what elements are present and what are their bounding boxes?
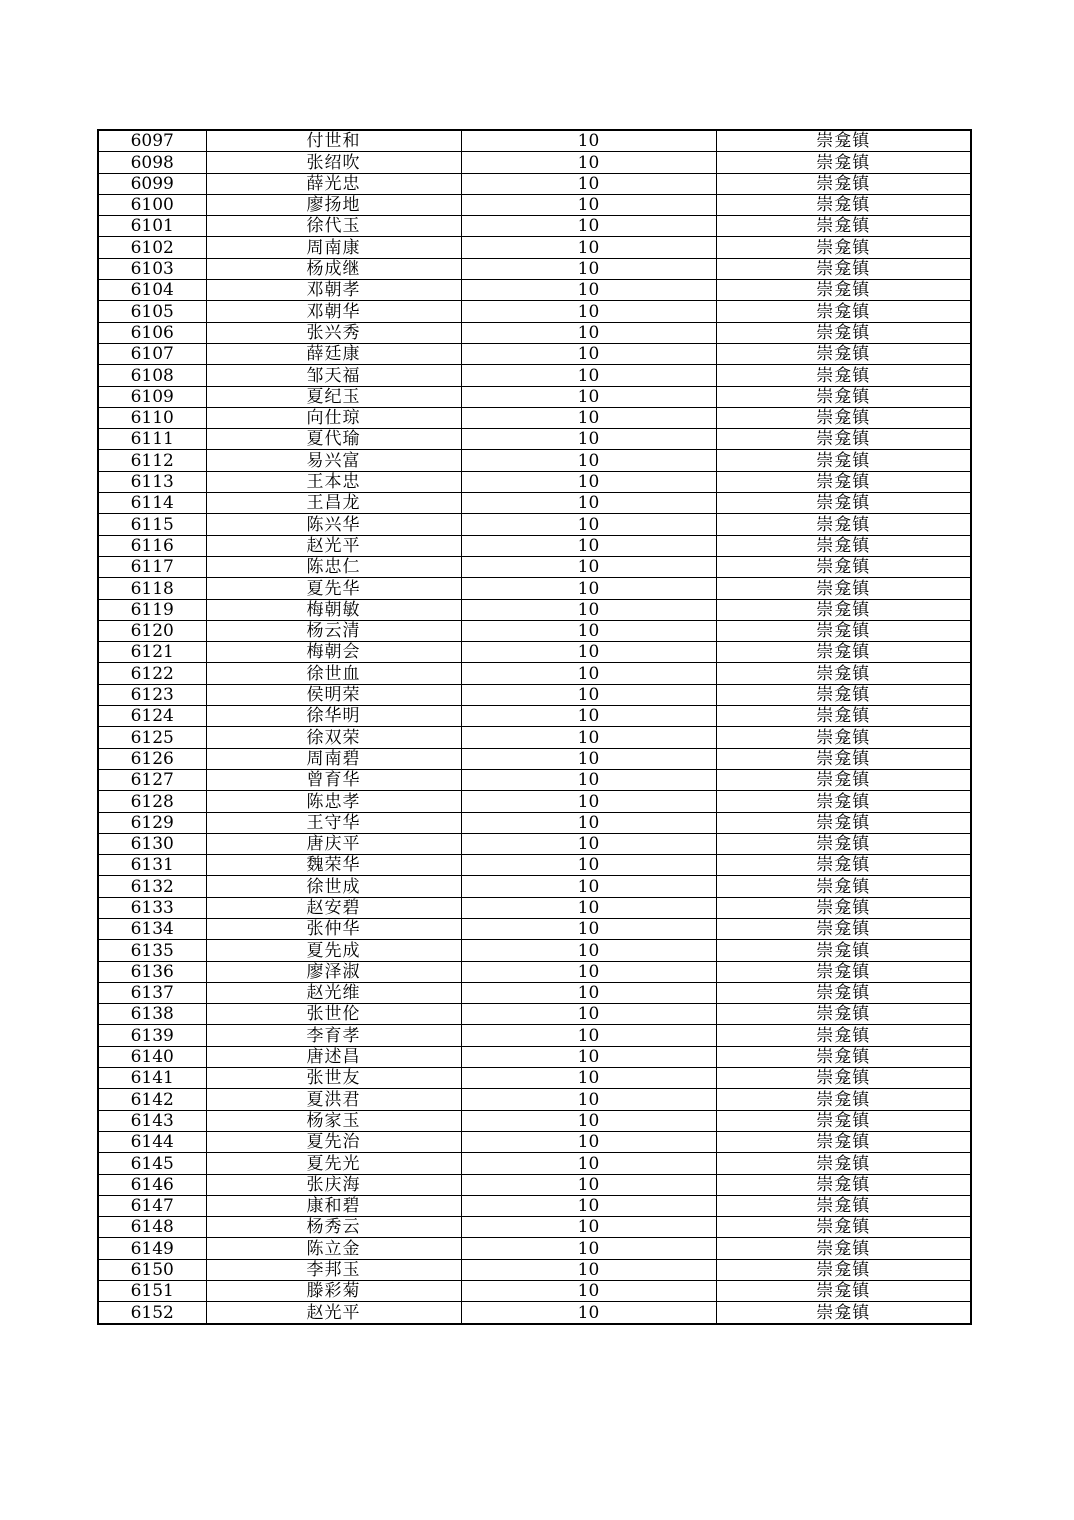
name-cell: 赵安碧: [206, 897, 461, 918]
amount-cell: 10: [461, 258, 716, 279]
name-cell: 陈忠孝: [206, 791, 461, 812]
name-cell: 邹天福: [206, 365, 461, 386]
amount-cell: 10: [461, 642, 716, 663]
row-number-cell: 6125: [98, 727, 206, 748]
town-cell: 崇龛镇: [716, 322, 971, 343]
row-number-cell: 6117: [98, 556, 206, 577]
table-row: [98, 556, 971, 577]
town-cell: 崇龛镇: [716, 812, 971, 833]
name-cell: 周南康: [206, 237, 461, 258]
town-cell: 崇龛镇: [716, 237, 971, 258]
row-number-cell: 6132: [98, 876, 206, 897]
town-cell: 崇龛镇: [716, 1068, 971, 1089]
name-cell: 易兴富: [206, 450, 461, 471]
table-row: [98, 258, 971, 279]
row-number-cell: 6101: [98, 216, 206, 237]
table-row: [98, 1259, 971, 1280]
amount-cell: 10: [461, 450, 716, 471]
table-row: [98, 493, 971, 514]
amount-cell: 10: [461, 961, 716, 982]
table-row: [98, 130, 971, 152]
town-cell: 崇龛镇: [716, 663, 971, 684]
amount-cell: 10: [461, 769, 716, 790]
row-number-cell: 6098: [98, 152, 206, 173]
amount-cell: 10: [461, 556, 716, 577]
row-number-cell: 6134: [98, 918, 206, 939]
table-row: [98, 620, 971, 641]
town-cell: 崇龛镇: [716, 1281, 971, 1302]
row-number-cell: 6145: [98, 1153, 206, 1174]
table-row: [98, 1281, 971, 1302]
row-number-cell: 6105: [98, 301, 206, 322]
table-row: [98, 365, 971, 386]
name-cell: 杨成继: [206, 258, 461, 279]
table-row: [98, 1089, 971, 1110]
town-cell: 崇龛镇: [716, 407, 971, 428]
amount-cell: 10: [461, 386, 716, 407]
town-cell: 崇龛镇: [716, 642, 971, 663]
town-cell: 崇龛镇: [716, 769, 971, 790]
name-cell: 李邦玉: [206, 1259, 461, 1280]
amount-cell: 10: [461, 407, 716, 428]
town-cell: 崇龛镇: [716, 876, 971, 897]
town-cell: 崇龛镇: [716, 1110, 971, 1131]
row-number-cell: 6124: [98, 706, 206, 727]
row-number-cell: 6122: [98, 663, 206, 684]
amount-cell: 10: [461, 173, 716, 194]
row-number-cell: 6152: [98, 1302, 206, 1324]
town-cell: 崇龛镇: [716, 1238, 971, 1259]
row-number-cell: 6133: [98, 897, 206, 918]
row-number-cell: 6142: [98, 1089, 206, 1110]
town-cell: 崇龛镇: [716, 855, 971, 876]
name-cell: 梅朝会: [206, 642, 461, 663]
row-number-cell: 6151: [98, 1281, 206, 1302]
name-cell: 徐华明: [206, 706, 461, 727]
table-row: [98, 1195, 971, 1216]
amount-cell: 10: [461, 791, 716, 812]
name-cell: 徐世血: [206, 663, 461, 684]
table-row: [98, 429, 971, 450]
table-row: [98, 1025, 971, 1046]
amount-cell: 10: [461, 429, 716, 450]
name-cell: 张世伦: [206, 1004, 461, 1025]
name-cell: 廖泽淑: [206, 961, 461, 982]
table-row: [98, 280, 971, 301]
table-row: [98, 599, 971, 620]
name-cell: 杨云清: [206, 620, 461, 641]
amount-cell: 10: [461, 897, 716, 918]
name-cell: 夏先光: [206, 1153, 461, 1174]
name-cell: 王本忠: [206, 471, 461, 492]
town-cell: 崇龛镇: [716, 706, 971, 727]
table-row: [98, 471, 971, 492]
name-cell: 周南碧: [206, 748, 461, 769]
amount-cell: 10: [461, 1174, 716, 1195]
town-cell: 崇龛镇: [716, 130, 971, 152]
row-number-cell: 6150: [98, 1259, 206, 1280]
table-row: [98, 450, 971, 471]
row-number-cell: 6110: [98, 407, 206, 428]
town-cell: 崇龛镇: [716, 1046, 971, 1067]
amount-cell: 10: [461, 684, 716, 705]
table-row: [98, 514, 971, 535]
amount-cell: 10: [461, 940, 716, 961]
town-cell: 崇龛镇: [716, 216, 971, 237]
table-row: [98, 237, 971, 258]
table-row: [98, 961, 971, 982]
name-cell: 张兴秀: [206, 322, 461, 343]
town-cell: 崇龛镇: [716, 194, 971, 215]
name-cell: 张仲华: [206, 918, 461, 939]
data-table: [97, 129, 972, 1325]
amount-cell: 10: [461, 130, 716, 152]
name-cell: 张庆海: [206, 1174, 461, 1195]
name-cell: 徐双荣: [206, 727, 461, 748]
table-row: [98, 684, 971, 705]
name-cell: 夏先成: [206, 940, 461, 961]
town-cell: 崇龛镇: [716, 833, 971, 854]
town-cell: 崇龛镇: [716, 1153, 971, 1174]
row-number-cell: 6111: [98, 429, 206, 450]
town-cell: 崇龛镇: [716, 471, 971, 492]
name-cell: 夏纪玉: [206, 386, 461, 407]
table-body: [98, 130, 971, 1324]
town-cell: 崇龛镇: [716, 1089, 971, 1110]
town-cell: 崇龛镇: [716, 684, 971, 705]
amount-cell: 10: [461, 1281, 716, 1302]
table-row: [98, 216, 971, 237]
amount-cell: 10: [461, 1110, 716, 1131]
table-row: [98, 812, 971, 833]
row-number-cell: 6131: [98, 855, 206, 876]
name-cell: 廖扬地: [206, 194, 461, 215]
town-cell: 崇龛镇: [716, 493, 971, 514]
table-row: [98, 194, 971, 215]
name-cell: 陈立金: [206, 1238, 461, 1259]
table-row: [98, 535, 971, 556]
town-cell: 崇龛镇: [716, 450, 971, 471]
amount-cell: 10: [461, 663, 716, 684]
row-number-cell: 6114: [98, 493, 206, 514]
table-row: [98, 748, 971, 769]
town-cell: 崇龛镇: [716, 386, 971, 407]
row-number-cell: 6130: [98, 833, 206, 854]
row-number-cell: 6107: [98, 343, 206, 364]
amount-cell: 10: [461, 471, 716, 492]
row-number-cell: 6138: [98, 1004, 206, 1025]
name-cell: 夏先华: [206, 578, 461, 599]
town-cell: 崇龛镇: [716, 1131, 971, 1152]
town-cell: 崇龛镇: [716, 556, 971, 577]
table-row: [98, 1217, 971, 1238]
name-cell: 夏代瑜: [206, 429, 461, 450]
table-row: [98, 1131, 971, 1152]
name-cell: 杨家玉: [206, 1110, 461, 1131]
name-cell: 夏洪君: [206, 1089, 461, 1110]
table-row: [98, 343, 971, 364]
town-cell: 崇龛镇: [716, 620, 971, 641]
row-number-cell: 6100: [98, 194, 206, 215]
table-row: [98, 1302, 971, 1324]
amount-cell: 10: [461, 1217, 716, 1238]
amount-cell: 10: [461, 535, 716, 556]
row-number-cell: 6139: [98, 1025, 206, 1046]
row-number-cell: 6144: [98, 1131, 206, 1152]
row-number-cell: 6143: [98, 1110, 206, 1131]
row-number-cell: 6099: [98, 173, 206, 194]
amount-cell: 10: [461, 833, 716, 854]
name-cell: 李育孝: [206, 1025, 461, 1046]
name-cell: 邓朝华: [206, 301, 461, 322]
name-cell: 王昌龙: [206, 493, 461, 514]
table-row: [98, 1004, 971, 1025]
table-row: [98, 578, 971, 599]
town-cell: 崇龛镇: [716, 1259, 971, 1280]
amount-cell: 10: [461, 1046, 716, 1067]
table-row: [98, 1153, 971, 1174]
amount-cell: 10: [461, 301, 716, 322]
table-row: [98, 706, 971, 727]
row-number-cell: 6108: [98, 365, 206, 386]
row-number-cell: 6102: [98, 237, 206, 258]
town-cell: 崇龛镇: [716, 1302, 971, 1324]
amount-cell: 10: [461, 1068, 716, 1089]
name-cell: 赵光维: [206, 982, 461, 1003]
table-row: [98, 982, 971, 1003]
town-cell: 崇龛镇: [716, 1025, 971, 1046]
table-row: [98, 918, 971, 939]
row-number-cell: 6136: [98, 961, 206, 982]
town-cell: 崇龛镇: [716, 429, 971, 450]
row-number-cell: 6137: [98, 982, 206, 1003]
town-cell: 崇龛镇: [716, 982, 971, 1003]
name-cell: 梅朝敏: [206, 599, 461, 620]
town-cell: 崇龛镇: [716, 535, 971, 556]
row-number-cell: 6128: [98, 791, 206, 812]
amount-cell: 10: [461, 1004, 716, 1025]
row-number-cell: 6127: [98, 769, 206, 790]
table-row: [98, 173, 971, 194]
table-row: [98, 769, 971, 790]
row-number-cell: 6135: [98, 940, 206, 961]
amount-cell: 10: [461, 855, 716, 876]
name-cell: 徐世成: [206, 876, 461, 897]
town-cell: 崇龛镇: [716, 1174, 971, 1195]
name-cell: 唐庆平: [206, 833, 461, 854]
town-cell: 崇龛镇: [716, 599, 971, 620]
amount-cell: 10: [461, 1025, 716, 1046]
row-number-cell: 6104: [98, 280, 206, 301]
amount-cell: 10: [461, 1238, 716, 1259]
row-number-cell: 6120: [98, 620, 206, 641]
amount-cell: 10: [461, 706, 716, 727]
table-row: [98, 855, 971, 876]
table-row: [98, 642, 971, 663]
name-cell: 赵光平: [206, 1302, 461, 1324]
name-cell: 曾育华: [206, 769, 461, 790]
row-number-cell: 6115: [98, 514, 206, 535]
town-cell: 崇龛镇: [716, 961, 971, 982]
name-cell: 夏先治: [206, 1131, 461, 1152]
town-cell: 崇龛镇: [716, 152, 971, 173]
table-row: [98, 897, 971, 918]
row-number-cell: 6126: [98, 748, 206, 769]
name-cell: 徐代玉: [206, 216, 461, 237]
name-cell: 杨秀云: [206, 1217, 461, 1238]
table-row: [98, 301, 971, 322]
name-cell: 滕彩菊: [206, 1281, 461, 1302]
amount-cell: 10: [461, 194, 716, 215]
row-number-cell: 6113: [98, 471, 206, 492]
row-number-cell: 6103: [98, 258, 206, 279]
name-cell: 向仕琼: [206, 407, 461, 428]
town-cell: 崇龛镇: [716, 918, 971, 939]
town-cell: 崇龛镇: [716, 301, 971, 322]
town-cell: 崇龛镇: [716, 940, 971, 961]
amount-cell: 10: [461, 493, 716, 514]
name-cell: 唐述昌: [206, 1046, 461, 1067]
row-number-cell: 6116: [98, 535, 206, 556]
name-cell: 王守华: [206, 812, 461, 833]
name-cell: 侯明荣: [206, 684, 461, 705]
amount-cell: 10: [461, 237, 716, 258]
table-row: [98, 791, 971, 812]
name-cell: 魏荣华: [206, 855, 461, 876]
name-cell: 薛廷康: [206, 343, 461, 364]
town-cell: 崇龛镇: [716, 578, 971, 599]
row-number-cell: 6140: [98, 1046, 206, 1067]
table-row: [98, 833, 971, 854]
town-cell: 崇龛镇: [716, 727, 971, 748]
town-cell: 崇龛镇: [716, 343, 971, 364]
row-number-cell: 6118: [98, 578, 206, 599]
amount-cell: 10: [461, 748, 716, 769]
amount-cell: 10: [461, 812, 716, 833]
town-cell: 崇龛镇: [716, 280, 971, 301]
town-cell: 崇龛镇: [716, 791, 971, 812]
row-number-cell: 6123: [98, 684, 206, 705]
table-row: [98, 1046, 971, 1067]
table-row: [98, 940, 971, 961]
amount-cell: 10: [461, 982, 716, 1003]
amount-cell: 10: [461, 1153, 716, 1174]
name-cell: 付世和: [206, 130, 461, 152]
row-number-cell: 6106: [98, 322, 206, 343]
amount-cell: 10: [461, 322, 716, 343]
table-row: [98, 663, 971, 684]
row-number-cell: 6129: [98, 812, 206, 833]
town-cell: 崇龛镇: [716, 1217, 971, 1238]
amount-cell: 10: [461, 876, 716, 897]
table-row: [98, 1238, 971, 1259]
name-cell: 陈兴华: [206, 514, 461, 535]
table-row: [98, 876, 971, 897]
amount-cell: 10: [461, 1195, 716, 1216]
town-cell: 崇龛镇: [716, 1004, 971, 1025]
amount-cell: 10: [461, 620, 716, 641]
amount-cell: 10: [461, 343, 716, 364]
row-number-cell: 6097: [98, 130, 206, 152]
table-row: [98, 386, 971, 407]
amount-cell: 10: [461, 514, 716, 535]
town-cell: 崇龛镇: [716, 897, 971, 918]
amount-cell: 10: [461, 216, 716, 237]
town-cell: 崇龛镇: [716, 258, 971, 279]
row-number-cell: 6141: [98, 1068, 206, 1089]
row-number-cell: 6149: [98, 1238, 206, 1259]
name-cell: 张世友: [206, 1068, 461, 1089]
table-row: [98, 407, 971, 428]
name-cell: 邓朝孝: [206, 280, 461, 301]
town-cell: 崇龛镇: [716, 173, 971, 194]
amount-cell: 10: [461, 365, 716, 386]
town-cell: 崇龛镇: [716, 514, 971, 535]
table-row: [98, 1174, 971, 1195]
amount-cell: 10: [461, 578, 716, 599]
amount-cell: 10: [461, 1131, 716, 1152]
amount-cell: 10: [461, 918, 716, 939]
table-row: [98, 322, 971, 343]
town-cell: 崇龛镇: [716, 1195, 971, 1216]
table-row: [98, 152, 971, 173]
amount-cell: 10: [461, 727, 716, 748]
town-cell: 崇龛镇: [716, 365, 971, 386]
row-number-cell: 6146: [98, 1174, 206, 1195]
amount-cell: 10: [461, 152, 716, 173]
row-number-cell: 6148: [98, 1217, 206, 1238]
amount-cell: 10: [461, 1089, 716, 1110]
name-cell: 陈忠仁: [206, 556, 461, 577]
row-number-cell: 6112: [98, 450, 206, 471]
row-number-cell: 6119: [98, 599, 206, 620]
amount-cell: 10: [461, 1302, 716, 1324]
table-row: [98, 727, 971, 748]
table-row: [98, 1110, 971, 1131]
row-number-cell: 6121: [98, 642, 206, 663]
table-row: [98, 1068, 971, 1089]
name-cell: 张绍吹: [206, 152, 461, 173]
name-cell: 薛光忠: [206, 173, 461, 194]
town-cell: 崇龛镇: [716, 748, 971, 769]
row-number-cell: 6109: [98, 386, 206, 407]
name-cell: 康和碧: [206, 1195, 461, 1216]
amount-cell: 10: [461, 1259, 716, 1280]
name-cell: 赵光平: [206, 535, 461, 556]
amount-cell: 10: [461, 599, 716, 620]
row-number-cell: 6147: [98, 1195, 206, 1216]
amount-cell: 10: [461, 280, 716, 301]
